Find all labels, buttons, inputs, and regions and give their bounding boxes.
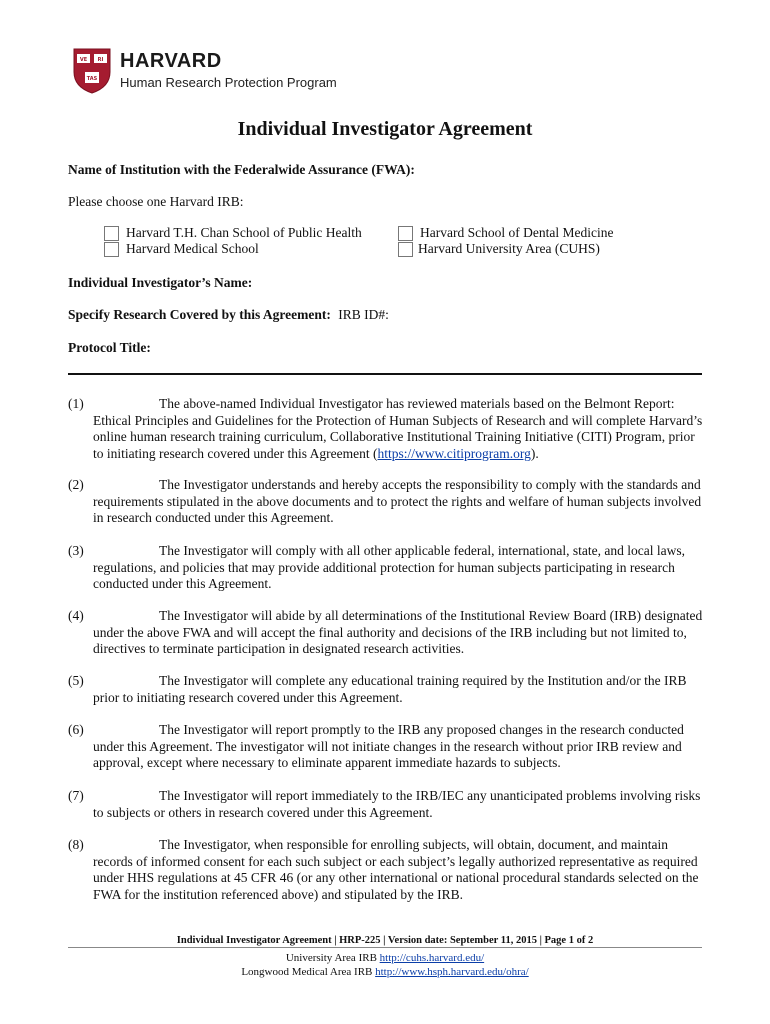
svg-text:VE: VE — [79, 57, 88, 63]
harvard-shield-logo — [73, 48, 111, 94]
brand-name: HARVARD — [120, 50, 222, 72]
paragraph-number: (4) — [68, 608, 84, 623]
program-name: Human Research Protection Program — [120, 75, 337, 90]
irb-option-label: Harvard T.H. Chan School of Public Health — [126, 225, 362, 240]
irb-id-label: IRB ID#: — [338, 307, 389, 322]
paragraph-3: The Investigator will comply with all other applicable federal, international, state, and local laws, regulations, and policies that may provide additional protection for human subjects participating in research conducted under this Agreement. — [93, 543, 685, 591]
footer-meta: Individual Investigator Agreement | HRP-225 | Version date: September 11, 2015 | Page 1 of 2 — [176, 935, 594, 946]
footer-line-2 — [0, 966, 770, 978]
document-title: Individual Investigator Agreement — [237, 118, 533, 140]
cuhs-link[interactable]: http://cuhs.harvard.edu/ — [379, 952, 485, 964]
paragraph-5: The Investigator will complete any educational training required by the Institution and/or the IRB prior to initiating research covered under this Agreement. — [93, 673, 687, 705]
paragraph-number: (1) — [68, 396, 84, 411]
ohra-link[interactable]: http://www.hsph.harvard.edu/ohra/ — [375, 966, 529, 978]
investigator-name-label: Individual Investigator’s Name: — [68, 275, 253, 290]
paragraph-2: The Investigator understands and hereby accepts the responsibility to comply with the standards and requirements stipulated in the above documents and to protect the rights and welfare of human subjects involved in research conducted under this Agreement. — [93, 477, 702, 525]
checkbox-medical-school[interactable] — [104, 242, 119, 257]
svg-text:RI: RI — [97, 57, 104, 63]
paragraph-number: (8) — [68, 837, 84, 852]
irb-option-label: Harvard School of Dental Medicine — [420, 225, 614, 240]
svg-text:TAS: TAS — [86, 76, 98, 82]
checkbox-chan-school[interactable] — [104, 226, 119, 241]
paragraph-number: (3) — [68, 543, 84, 558]
divider — [68, 373, 702, 375]
protocol-title-label: Protocol Title: — [68, 340, 151, 355]
irb-option-label: Harvard Medical School — [126, 241, 259, 256]
footer-label: Longwood Medical Area IRB — [241, 966, 373, 978]
paragraph-number: (7) — [68, 788, 84, 803]
footer-divider — [68, 947, 702, 948]
irb-option-label: Harvard University Area (CUHS) — [418, 241, 600, 256]
footer-line-1 — [0, 952, 770, 964]
choose-irb-label: Please choose one Harvard IRB: — [68, 194, 244, 209]
checkbox-dental-school[interactable] — [398, 226, 413, 241]
paragraph-number: (6) — [68, 722, 84, 737]
paragraph-number: (5) — [68, 673, 84, 688]
paragraph-4: The Investigator will abide by all determinations of the Institutional Review Board (IRB) designated under the above FWA and will accept the final authority and decisions of the IRB including but not limited to, directives to terminate participation in designated research activities. — [93, 608, 703, 656]
paragraph-7: The Investigator will report immediately to the IRB/IEC any unanticipated problems involving risks to subjects or others in research covered under this Agreement. — [93, 788, 701, 820]
paragraph-1: The above-named Individual Investigator has reviewed materials based on the Belmont Report: Ethical Principles and Guidelines for the Protection of Human Subjects of Research and will complete Harvard’s online human research training curriculum, Collaborative Institutional Training Initiative (CITI) Program, prior to initiating research covered under this Agreement (https://www.citiprogram.org). — [93, 396, 703, 461]
checkbox-university-area[interactable] — [398, 242, 413, 257]
paragraph-number: (2) — [68, 477, 84, 492]
institution-label: Name of Institution with the Federalwide Assurance (FWA): — [68, 162, 415, 177]
paragraph-8: The Investigator, when responsible for enrolling subjects, will obtain, document, and maintain records of informed consent for each such subject or each subject’s legally authorized representative as required under HHS regulations at 45 CFR 46 (or any other international or national procedural standards selected on the FWA for the institution referenced above) and stipulated by the IRB. — [93, 837, 699, 902]
footer-label: University Area IRB — [285, 952, 377, 964]
research-label: Specify Research Covered by this Agreement: — [68, 307, 331, 322]
citi-link[interactable]: https://www.citiprogram.org — [377, 445, 531, 461]
paragraph-6: The Investigator will report promptly to the IRB any proposed changes in the research conducted under this Agreement. The investigator will not initiate changes in the research without prior IRB review and approval, except where necessary to eliminate apparent immediate hazards to subjects. — [93, 722, 684, 770]
research-row — [68, 307, 389, 323]
